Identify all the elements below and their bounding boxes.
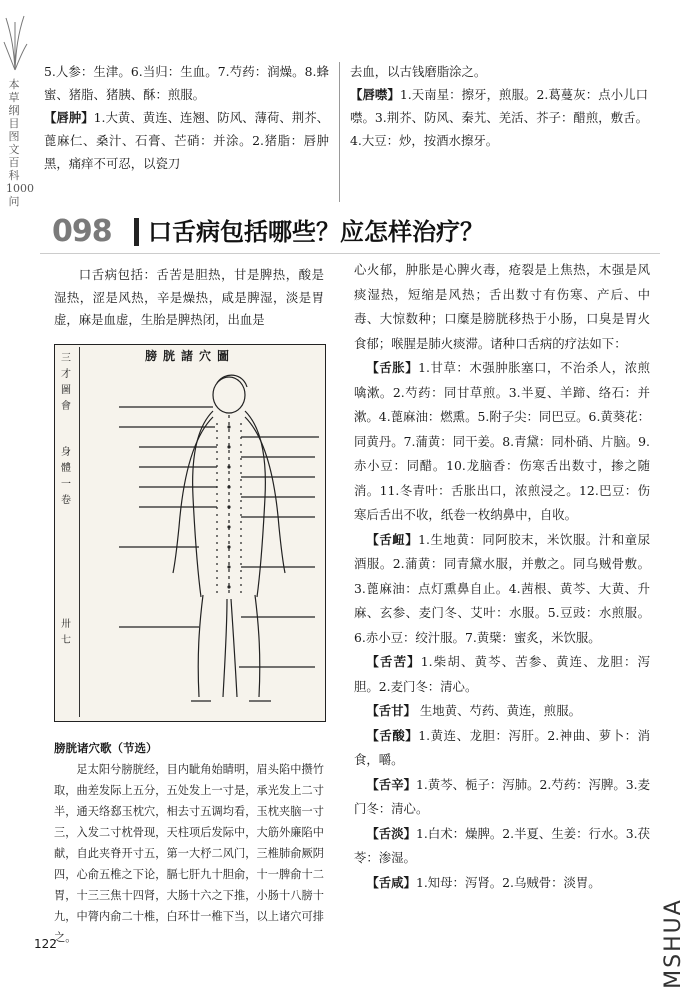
section-tag: 【舌衄】 [366, 531, 419, 547]
paragraph-text: 生地黄、芍药、黄连，煎服。 [415, 703, 581, 718]
section-title: 口舌病包括哪些？应怎样治疗？ [148, 218, 484, 246]
paragraph: 口舌病包括：舌苦是胆热，甘是脾热，酸是湿热，涩是风热，辛是燥热，咸是脾湿，淡是胃虚，麻是血虚，生胎是脾热闭，出血是 [54, 267, 324, 327]
section-tag: 【舌淡】 [366, 825, 417, 841]
section-tag: 【舌胀】 [366, 360, 419, 375]
paragraph [354, 699, 650, 724]
section-tag: 【舌咸】 [366, 874, 416, 890]
figure-side-label [57, 347, 80, 717]
section-header [40, 208, 660, 248]
paragraph [354, 258, 650, 356]
figure-side-char: 身 [61, 447, 71, 458]
figure-title: 膀胱諸穴圖 [145, 349, 236, 363]
figure-side-char: 一 [61, 479, 71, 490]
paragraph [350, 83, 648, 152]
section-tag: 【唇肿】 [44, 110, 94, 125]
paragraph-text: 1.知母：泻肾。2.乌贼骨：淡胃。 [415, 874, 601, 890]
paragraph: 去血，以古钱磨脂涂之。 [350, 64, 487, 79]
header-rule [40, 253, 660, 254]
figure-side-char: 三 [61, 353, 71, 364]
paragraph [354, 773, 650, 822]
figure-side-char: 圖 [61, 385, 71, 396]
page-number: 122 [34, 937, 57, 951]
header-bar [134, 218, 139, 246]
paragraph-text: 1.白术：燥脾。2.半夏、生姜：行水。3.茯苓：渗湿。 [354, 825, 650, 865]
top-left-column [44, 60, 329, 175]
figure-side-char: 卅 [61, 619, 71, 630]
paragraph-text: 1.生地黄：同阿胶末，米饮服。汁和童尿酒服。2.蒲黄：同青黛水服，并敷之。同乌贼骨敷。3.蓖麻油：点灯熏鼻自止。4.茜根、黄芩、大黄、升麻、玄参、麦门冬、艾叶：水服。5.豆豉：水煎服。6.赤小豆：绞汁服。7.黄檗：蜜炙，米饮服。 [354, 531, 651, 645]
paragraph [354, 724, 650, 773]
right-body-column [354, 258, 650, 895]
figure-side-char: 會 [61, 401, 71, 412]
section-number: 098 [52, 214, 112, 249]
section-tag: 【唇噤】 [350, 87, 400, 102]
paragraph-text: 1.黄芩、栀子：泻肺。2.芍药：泻脾。3.麦门冬：清心。 [354, 776, 650, 816]
bladder-acupoints-figure [54, 344, 326, 722]
figure-side-char: 卷 [61, 495, 71, 506]
watermark-text: MSHUA [660, 898, 686, 989]
caption-text: 足太阳兮膀胱经，目内眦角始睛明，眉头陷中攒竹取，曲差发际上五分，五处发上一寸是，承光发上二寸半，通天络郄玉枕穴，相去寸五调均看，玉枕夹脑一寸三，入发二寸枕骨现，天柱项后发际中，大筋外廉陷中献，自此夹脊开寸五，第一大杼二风门，三椎肺俞厥阴四，心俞五椎之下论，膈七肝九十胆俞，十一脾俞十二胃，十三三焦十四肾，大肠十六之下推，小肠十八膀十九，中膂内俞二十椎，白环廿一椎下当，以上诸穴可排之。 [54, 763, 324, 944]
paragraph-text: 1.大黄、黄连、连翘、防风、薄荷、荆芥、蓖麻仁、桑汁、石膏、芒硝：并涂。2.猪脂：唇肿黑，痛痒不可忍，以瓷刀 [44, 110, 329, 171]
paragraph-text: 1.天南星：擦牙，煎服。2.葛蔓灰：点小儿口噤。3.荆芥、防风、秦艽、羌活、芥子：醋煎，敷舌。4.大豆：炒，按酒水擦牙。 [350, 87, 648, 148]
side-book-title: 本草纲目图文百科1000问 [6, 78, 34, 208]
grass-logo-icon [2, 12, 28, 72]
paragraph [354, 822, 650, 871]
paragraph-text: 1.甘草：木强肿胀塞口，不治杀人，浓煎噙漱。2.芍药：同甘草煎。3.半夏、羊蹄、络石：并漱。4.蓖麻油：燃熏。5.附子尖：同巴豆。6.黄葵花：同黄丹。7.蒲黄：同干姜。8.青黛：同朴硝、片脑。9.赤小豆：同醋。10.龙脑香：伤寒舌出数寸，掺之随消。11.冬青叶：舌胀出口，浓煎浸之。12.巴豆：伤寒后舌出不收，纸卷一枚纳鼻中，自收。 [354, 360, 651, 522]
paragraph-text: 心火郁，肿胀是心脾火毒，疮裂是上焦热，木强是风痰湿热，短缩是风热；舌出数寸有伤寒、产后、中毒、大惊数种；口糜是膀胱移热于小肠，口臭是胃火食郁；喉腥是肺火痰滞。诸种口舌病的疗法如下： [354, 262, 650, 351]
section-tag: 【舌苦】 [366, 654, 421, 669]
paragraph [354, 528, 650, 651]
paragraph [354, 871, 650, 896]
figure-caption [54, 738, 324, 948]
top-right-column [350, 60, 648, 152]
paragraph: 5.人参：生津。6.当归：生血。7.芍药：润燥。8.蜂蜜、猪脂、猪胰、酥：煎服。 [44, 64, 329, 102]
figure-side-char: 才 [61, 369, 71, 380]
paragraph [44, 106, 329, 175]
human-figure-illustration [79, 367, 323, 717]
watermark [658, 895, 688, 995]
section-tag: 【舌酸】 [366, 727, 419, 743]
paragraph-text: 1.柴胡、黄芩、苦参、黄连、龙胆：泻胆。2.麦门冬：清心。 [354, 654, 650, 694]
column-divider [339, 62, 340, 202]
section-tag: 【舌辛】 [366, 776, 417, 792]
caption-title: 膀胱诸穴歌（节选） [54, 741, 158, 755]
left-body-intro [54, 264, 324, 332]
paragraph [354, 650, 650, 699]
paragraph [354, 356, 650, 528]
figure-side-char: 體 [61, 463, 71, 474]
section-tag: 【舌甘】 [366, 703, 416, 718]
paragraph-text: 1.黄连、龙胆：泻肝。2.神曲、萝卜：消食，嚼。 [354, 727, 650, 767]
figure-side-char: 七 [61, 635, 71, 646]
